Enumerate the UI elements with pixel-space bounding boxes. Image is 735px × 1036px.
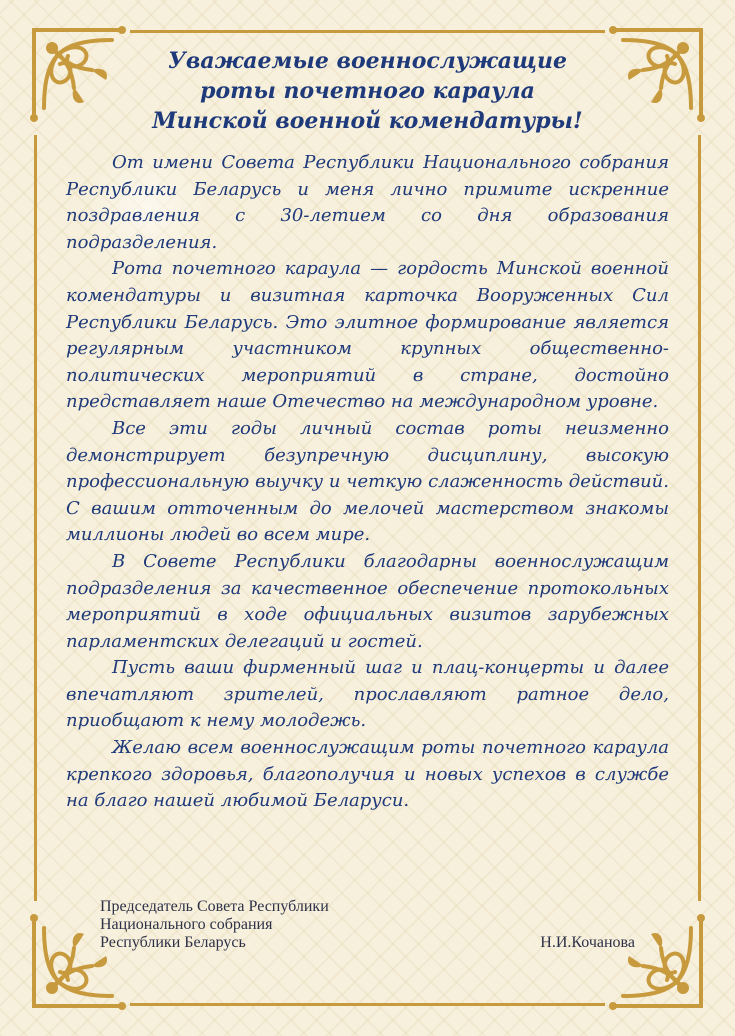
- greeting-line: Минской военной комендатуры!: [152, 108, 583, 134]
- greeting-line: Уважаемые военнослужащие: [168, 48, 567, 74]
- paragraph: Все эти годы личный состав роты неизменно демонстрирует безупречную дисциплину, высокую профессиональную выучку и четкую слаженность действий. С вашим отточенным до мелочей мастерством знакомы миллионы людей во всем мире.: [66, 417, 669, 546]
- greeting-line: роты почетного караула: [200, 78, 535, 104]
- signatory-title-line: Национального собрания: [100, 916, 273, 933]
- letter-body: [66, 150, 669, 815]
- frame-line-top: [130, 30, 605, 33]
- frame-line-right: [698, 135, 701, 901]
- frame-line-bottom: [130, 1003, 605, 1006]
- paragraph: От имени Совета Республики Национального собрания Республики Беларусь и меня лично примите искренние поздравления с 30-летием со дня образования подразделения.: [66, 152, 669, 253]
- frame-line-left: [34, 135, 37, 901]
- signature-block: [100, 898, 635, 952]
- greeting-heading: [120, 46, 615, 136]
- signatory-title-line: Республики Беларусь: [100, 934, 246, 951]
- signatory-title-line: Председатель Совета Республики: [100, 898, 329, 915]
- paragraph: Желаю всем военнослужащим роты почетного караула крепкого здоровья, благополучия и новых успехов в службе на благо нашей любимой Беларуси.: [66, 737, 669, 812]
- ornament-corner-top-left: [22, 18, 132, 128]
- ornament-corner-top-right: [603, 18, 713, 128]
- paragraph: Пусть ваши фирменный шаг и плац-концерты и далее впечатляют зрителей, прославляют ратное дело, приобщают к нему молодежь.: [66, 657, 669, 732]
- paragraph: В Совете Республики благодарны военнослужащим подразделения за качественное обеспечение протокольных мероприятий в ходе официальных визитов зарубежных парламентских делегаций и гостей.: [66, 550, 669, 652]
- signatory-name: Н.И.Кочанова: [540, 934, 635, 951]
- paragraph: Рота почетного караула — гордость Минской военной комендатуры и визитная карточка Вооруженных Сил Республики Беларусь. Это элитное формирование является регулярным участником крупных общественно-политических мероприятий в стране, достойно представляет наше Отечество на международном уровне.: [66, 258, 669, 413]
